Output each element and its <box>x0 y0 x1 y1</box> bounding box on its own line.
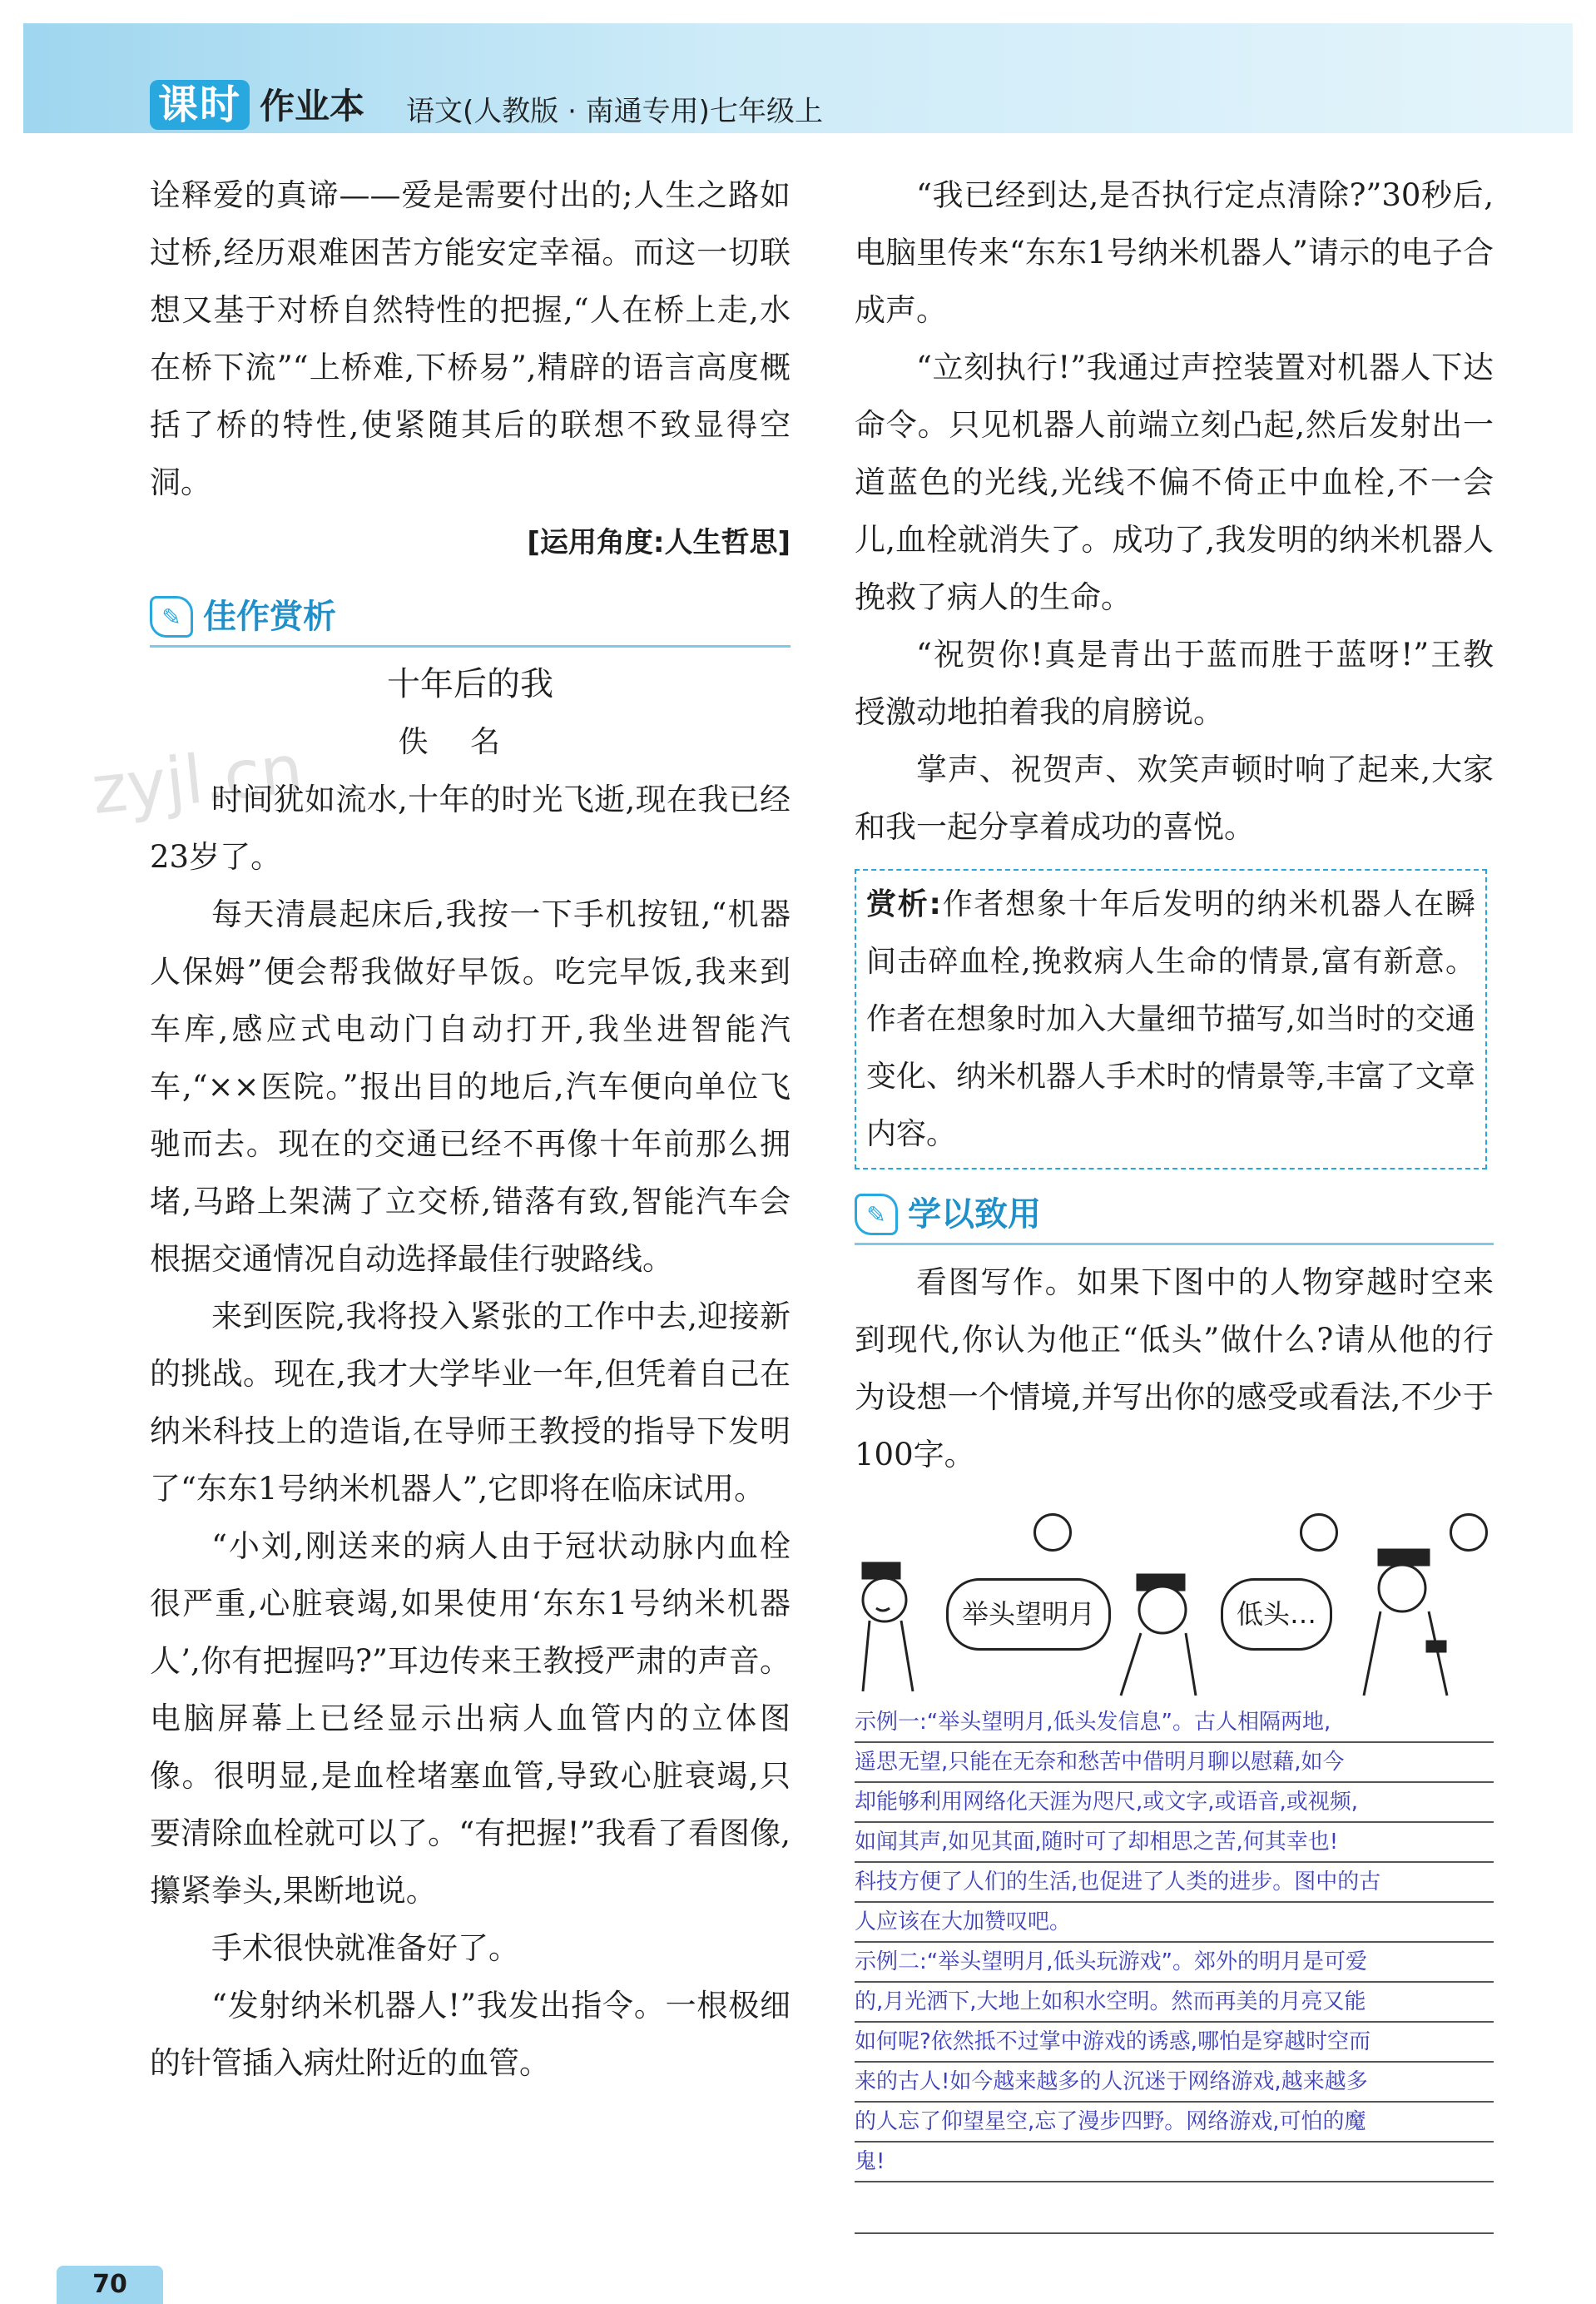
essay-title: 十年后的我 <box>387 665 553 703</box>
essay-paragraph: 掌声、祝贺声、欢笑声顿时响了起来,大家和我一起分享着成功的喜悦。 <box>855 752 1494 845</box>
answer-line: 如何呢?依然抵不过掌中游戏的诱惑,哪怕是穿越时空而 <box>855 2023 1494 2063</box>
essay-paragraph: “发射纳米机器人!”我发出指令。一根极细的针管插入病灶附近的血管。 <box>150 1988 791 2081</box>
answer-line: 的人忘了仰望星空,忘了漫步四野。网络游戏,可怕的魔 <box>855 2103 1494 2143</box>
answer-line: 人应该在大加赞叹吧。 <box>855 1903 1494 1943</box>
answer-line: 示例二:“举头望明月,低头玩游戏”。郊外的明月是可爱 <box>855 1943 1494 1983</box>
runner-icon: ✎ <box>855 1194 898 1235</box>
thought-bubble <box>1300 1513 1338 1552</box>
brand-main: 课时 <box>150 80 250 130</box>
poet-figure-looking-down <box>1364 1550 1447 1696</box>
essay-paragraph: 时间犹如流水,十年的时光飞逝,现在我已经23岁了。 <box>150 782 791 875</box>
left-column <box>150 166 791 2092</box>
section-heading-practice <box>855 1186 1494 1245</box>
analysis-label: 赏析: <box>866 887 941 921</box>
essay-paragraph: 手术很快就准备好了。 <box>211 1930 519 1966</box>
answer-line: 遥思无望,只能在无奈和愁苦中借明月聊以慰藉,如今 <box>855 1743 1494 1783</box>
essay-paragraph: 来到医院,我将投入紧张的工作中去,迎接新的挑战。现在,我才大学毕业一年,但凭着自己在纳米科技上的造诣,在导师王教授的指导下发明了“东东1号纳米机器人”,它即将在临床试用。 <box>150 1298 791 1507</box>
speech-bubble-look-up: 举头望明月 <box>946 1578 1111 1651</box>
essay-paragraph: 每天清晨起床后,我按一下手机按钮,“机器人保姆”便会帮我做好早饭。吃完早饭,我来到车库,感应式电动门自动打开,我坐进智能汽车,“××医院。”报出目的地后,汽车便向单位飞驰而去。现在的交通已经不再像十年前那么拥堵,马路上架满了立交桥,错落有致,智能汽车会根据交通情况自动选择最佳行驶路线。 <box>150 896 791 1277</box>
blank-writing-line <box>855 2182 1494 2234</box>
poet-figure-looking-up <box>863 1563 913 1691</box>
answer-line: 来的古人!如今越来越多的人沉迷于网络游戏,越来越多 <box>855 2063 1494 2103</box>
essay-paragraph: “祝贺你!真是青出于蓝而胜于蓝呀!”王教授激动地拍着我的肩膀说。 <box>855 637 1494 730</box>
right-column <box>855 166 1494 2234</box>
essay-author: 佚名 <box>398 725 543 759</box>
brand-logo <box>150 80 364 130</box>
answer-line: 的,月光洒下,大地上如积水空明。然而再美的月亮又能 <box>855 1983 1494 2023</box>
section-title: 佳作赏析 <box>203 597 336 636</box>
poet-figure-middle <box>1121 1575 1196 1696</box>
section-title: 学以致用 <box>908 1194 1041 1234</box>
intro-paragraph: 诠释爱的真谛——爱是需要付出的;人生之路如过桥,经历艰难困苦方能安定幸福。而这一切联想又基于对桥自然特性的把握,“人在桥上走,水在桥下流”“上桥难,下桥易”,精辟的语言高度概括了桥的特性,使紧随其后的联想不致显得空洞。 <box>150 177 791 500</box>
answer-line: 示例一:“举头望明月,低头发信息”。古人相隔两地, <box>855 1703 1494 1743</box>
thought-bubble <box>1450 1513 1488 1552</box>
writing-task: 看图写作。如果下图中的人物穿越时空来到现代,你认为他正“低头”做什么?请从他的行为设想一个情境,并写出你的感受或看法,不少于100字。 <box>855 1264 1494 1472</box>
answer-line: 鬼! <box>855 2143 1494 2182</box>
subject-label: 语文(人教版 · 南通专用)七年级上 <box>406 95 823 128</box>
section-heading-appreciation <box>150 588 791 648</box>
answer-line: 如闻其声,如见其面,随时可了却相思之苦,何其幸也! <box>855 1823 1494 1863</box>
essay-paragraph: “小刘,刚送来的病人由于冠状动脉内血栓很严重,心脏衰竭,如果使用‘东东1号纳米机器人’,你有把握吗?”耳边传来王教授严肃的声音。电脑屏幕上已经显示出病人血管内的立体图像。很明显,是血栓堵塞血管,导致心脏衰竭,只要清除血栓就可以了。“有把握!”我看了看图像,攥紧拳头,果断地说。 <box>150 1528 791 1909</box>
answer-line: 科技方便了人们的生活,也促进了人类的进步。图中的古 <box>855 1863 1494 1903</box>
handwritten-answer <box>855 1703 1494 2234</box>
thought-bubble <box>1033 1513 1072 1552</box>
essay-paragraph: “我已经到达,是否执行定点清除?”30秒后,电脑里传来“东东1号纳米机器人”请示的电子合成声。 <box>855 177 1494 328</box>
watermark: zyjl.cn <box>87 729 307 830</box>
runner-icon: ✎ <box>150 596 193 638</box>
speech-bubble-look-down: 低头… <box>1221 1578 1332 1651</box>
angle-tag: [运用角度:人生哲思] <box>527 526 791 559</box>
page-number: 70 <box>57 2266 163 2304</box>
analysis-text: 作者想象十年后发明的纳米机器人在瞬间击碎血栓,挽救病人生命的情景,富有新意。作者在想象时加入大量细节描写,如当时的交通变化、纳米机器人手术时的情景等,丰富了文章内容。 <box>866 887 1475 1151</box>
essay-paragraph: “立刻执行!”我通过声控装置对机器人下达命令。只见机器人前端立刻凸起,然后发射出一道蓝色的光线,光线不偏不倚正中血栓,不一会儿,血栓就消失了。成功了,我发明的纳米机器人挽救了病人的生命。 <box>855 350 1494 615</box>
brand-sub: 作业本 <box>260 86 365 127</box>
analysis-box <box>855 869 1487 1169</box>
cartoon-illustration <box>855 1508 1494 1700</box>
answer-line: 却能够利用网络化天涯为咫尺,或文字,或语音,或视频, <box>855 1783 1494 1823</box>
